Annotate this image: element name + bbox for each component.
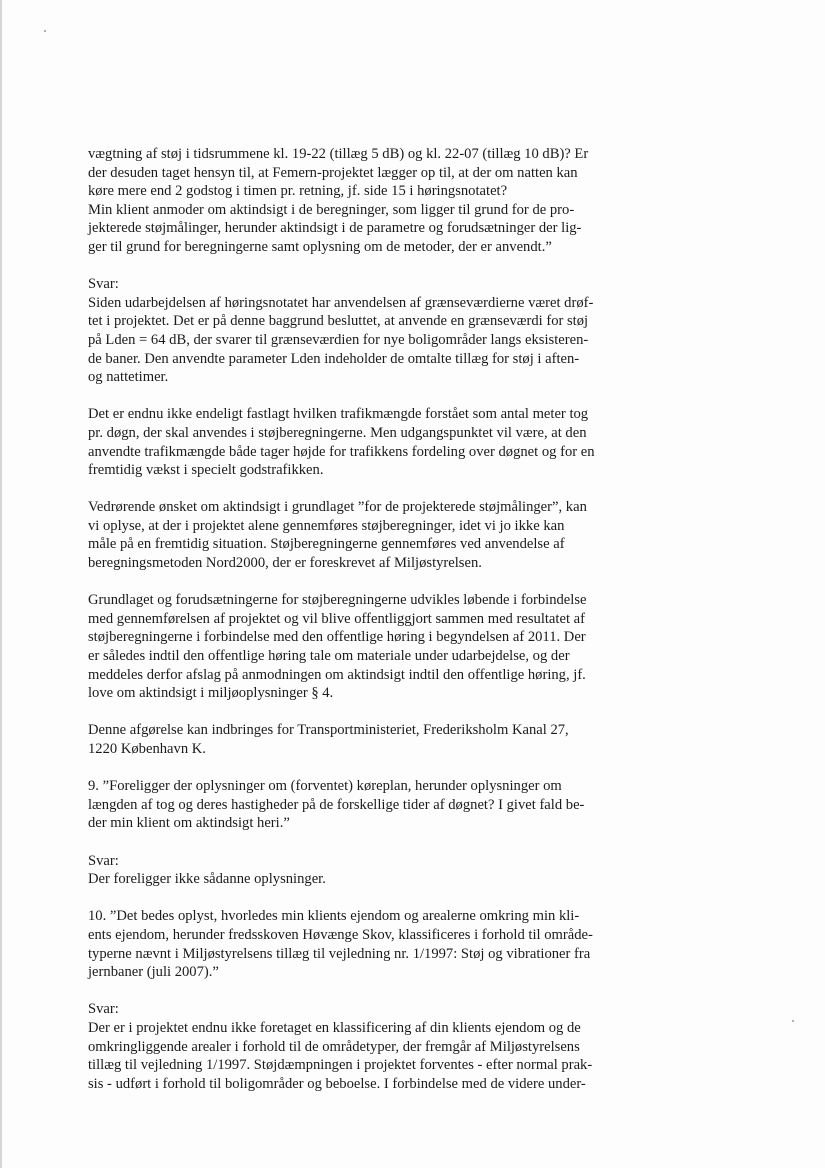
text-line: typerne nævnt i Miljøstyrelsens tillæg til vejledning nr. 1/1997: Støj og vibrationer fra xyxy=(88,945,591,962)
text-line: Der foreligger ikke sådanne oplysninger. xyxy=(88,871,326,888)
text-line: Det er endnu ikke endeligt fastlagt hvilken trafikmængde forstået som antal meter tog xyxy=(88,406,589,423)
document-body xyxy=(88,145,628,1112)
text-line: tet i projektet. Det er på denne baggrund besluttet, at anvende en grænseværdi for støj xyxy=(88,313,589,330)
text-line: ents ejendom, herunder fredsskoven Høvænge Skov, klassificeres i forhold til område- xyxy=(88,926,593,943)
text-line: 10. ”Det bedes oplyst, hvorledes min klients ejendom og arealerne omkring min kli- xyxy=(88,908,580,925)
text-line: vi oplyse, at der i projektet alene gennemføres støjberegninger, idet vi jo ikke kan xyxy=(88,517,565,534)
text-line: Min klient anmoder om aktindsigt i de beregninger, som ligger til grund for de pro- xyxy=(88,201,575,218)
text-line: Grundlaget og forudsætningerne for støjberegningerne udvikles løbende i forbindelse xyxy=(88,592,587,609)
text-line: jekterede støjmålinger, herunder aktindsigt i de parametre og forudsætninger der lig- xyxy=(88,220,582,237)
text-line: Der er i projektet endnu ikke foretaget en klassificering af din klients ejendom og de xyxy=(88,1019,581,1036)
text-line: støjberegningerne i forbindelse med den offentlige høring i begyndelsen af 2011. Der xyxy=(88,629,586,646)
paragraph xyxy=(88,405,628,479)
text-line: Vedrørende ønsket om aktindsigt i grundlaget ”for de projekterede støjmålinger”, kan xyxy=(88,499,587,516)
text-line: beregningsmetoden Nord2000, der er foreskrevet af Miljøstyrelsen. xyxy=(88,555,482,572)
text-line: 1220 København K. xyxy=(88,741,206,757)
text-line: Svar: xyxy=(88,852,119,869)
text-line: Svar: xyxy=(88,1001,119,1018)
scan-speck xyxy=(44,30,46,32)
paragraph xyxy=(88,777,628,833)
text-line: tillæg til vejledning 1/1997. Støjdæmpningen i projektet forventes - efter normal prak- xyxy=(88,1057,593,1074)
text-line: og nattetimer. xyxy=(88,369,169,386)
text-line: køre mere end 2 godstog i timen pr. retning, jf. side 15 i høringsnotatet? xyxy=(88,183,508,200)
text-line: meddeles derfor afslag på anmodningen om aktindsigt indtil den offentlige høring, jf. xyxy=(88,666,586,683)
paragraph xyxy=(88,591,628,703)
text-line: omkringliggende arealer i forhold til de områdetyper, der fremgår af Miljøstyrelsens xyxy=(88,1038,580,1055)
paragraph xyxy=(88,498,628,572)
text-line: vægtning af støj i tidsrummene kl. 19-22 (tillæg 5 dB) og kl. 22-07 (tillæg 10 dB)? Er xyxy=(88,146,589,162)
text-line: de baner. Den anvendte parameter Lden indeholder de omtalte tillæg for støj i aften- xyxy=(88,350,580,367)
text-line: 9. ”Foreligger der oplysninger om (forventet) køreplan, herunder oplysninger om xyxy=(88,778,562,795)
text-line: måle på en fremtidig situation. Støjberegningerne gennemføres ved anvendelse af xyxy=(88,536,565,553)
text-line: jernbaner (juli 2007).” xyxy=(88,964,219,981)
paragraph xyxy=(88,852,628,889)
paragraph xyxy=(88,1000,628,1093)
text-line: sis - udført i forhold til boligområder og beboelse. I forbindelse med de videre under- xyxy=(88,1075,586,1092)
text-line: der min klient om aktindsigt heri.” xyxy=(88,815,290,832)
paragraph xyxy=(88,275,628,387)
text-line: Svar: xyxy=(88,276,119,293)
paragraph xyxy=(88,721,628,758)
text-line: fremtidig vækst i specielt godstrafikken. xyxy=(88,462,324,479)
text-line: længden af tog og deres hastigheder på de forskellige tider af døgnet? I givet fald be- xyxy=(88,796,585,813)
text-line: med gennemførelsen af projektet og vil blive offentliggjort sammen med resultatet af xyxy=(88,610,585,627)
text-line: på Lden = 64 dB, der svarer til grænseværdien for nye boligområder langs eksisteren- xyxy=(88,331,589,348)
text-line: Siden udarbejdelsen af høringsnotatet har anvendelsen af grænseværdierne været drøf- xyxy=(88,294,594,311)
text-line: ger til grund for beregningerne samt oplysning om de metoder, der er anvendt.” xyxy=(88,238,552,255)
text-line: er således indtil den offentlige høring tale om materiale under udarbejdelse, og der xyxy=(88,648,570,665)
text-line: pr. døgn, der skal anvendes i støjberegningerne. Men udgangspunktet vil være, at den xyxy=(88,424,587,441)
paragraph xyxy=(88,145,628,257)
text-line: der desuden taget hensyn til, at Femern-projektet lægger op til, at der om natten kan xyxy=(88,164,578,181)
paragraph xyxy=(88,907,628,981)
scan-speck xyxy=(792,1020,794,1022)
text-line: Denne afgørelse kan indbringes for Transportministeriet, Frederiksholm Kanal 27, xyxy=(88,722,569,739)
text-line: anvendte trafikmængde både tager højde for trafikkens fordeling over døgnet og for en xyxy=(88,443,595,460)
text-line: love om aktindsigt i miljøoplysninger § 4. xyxy=(88,685,334,702)
